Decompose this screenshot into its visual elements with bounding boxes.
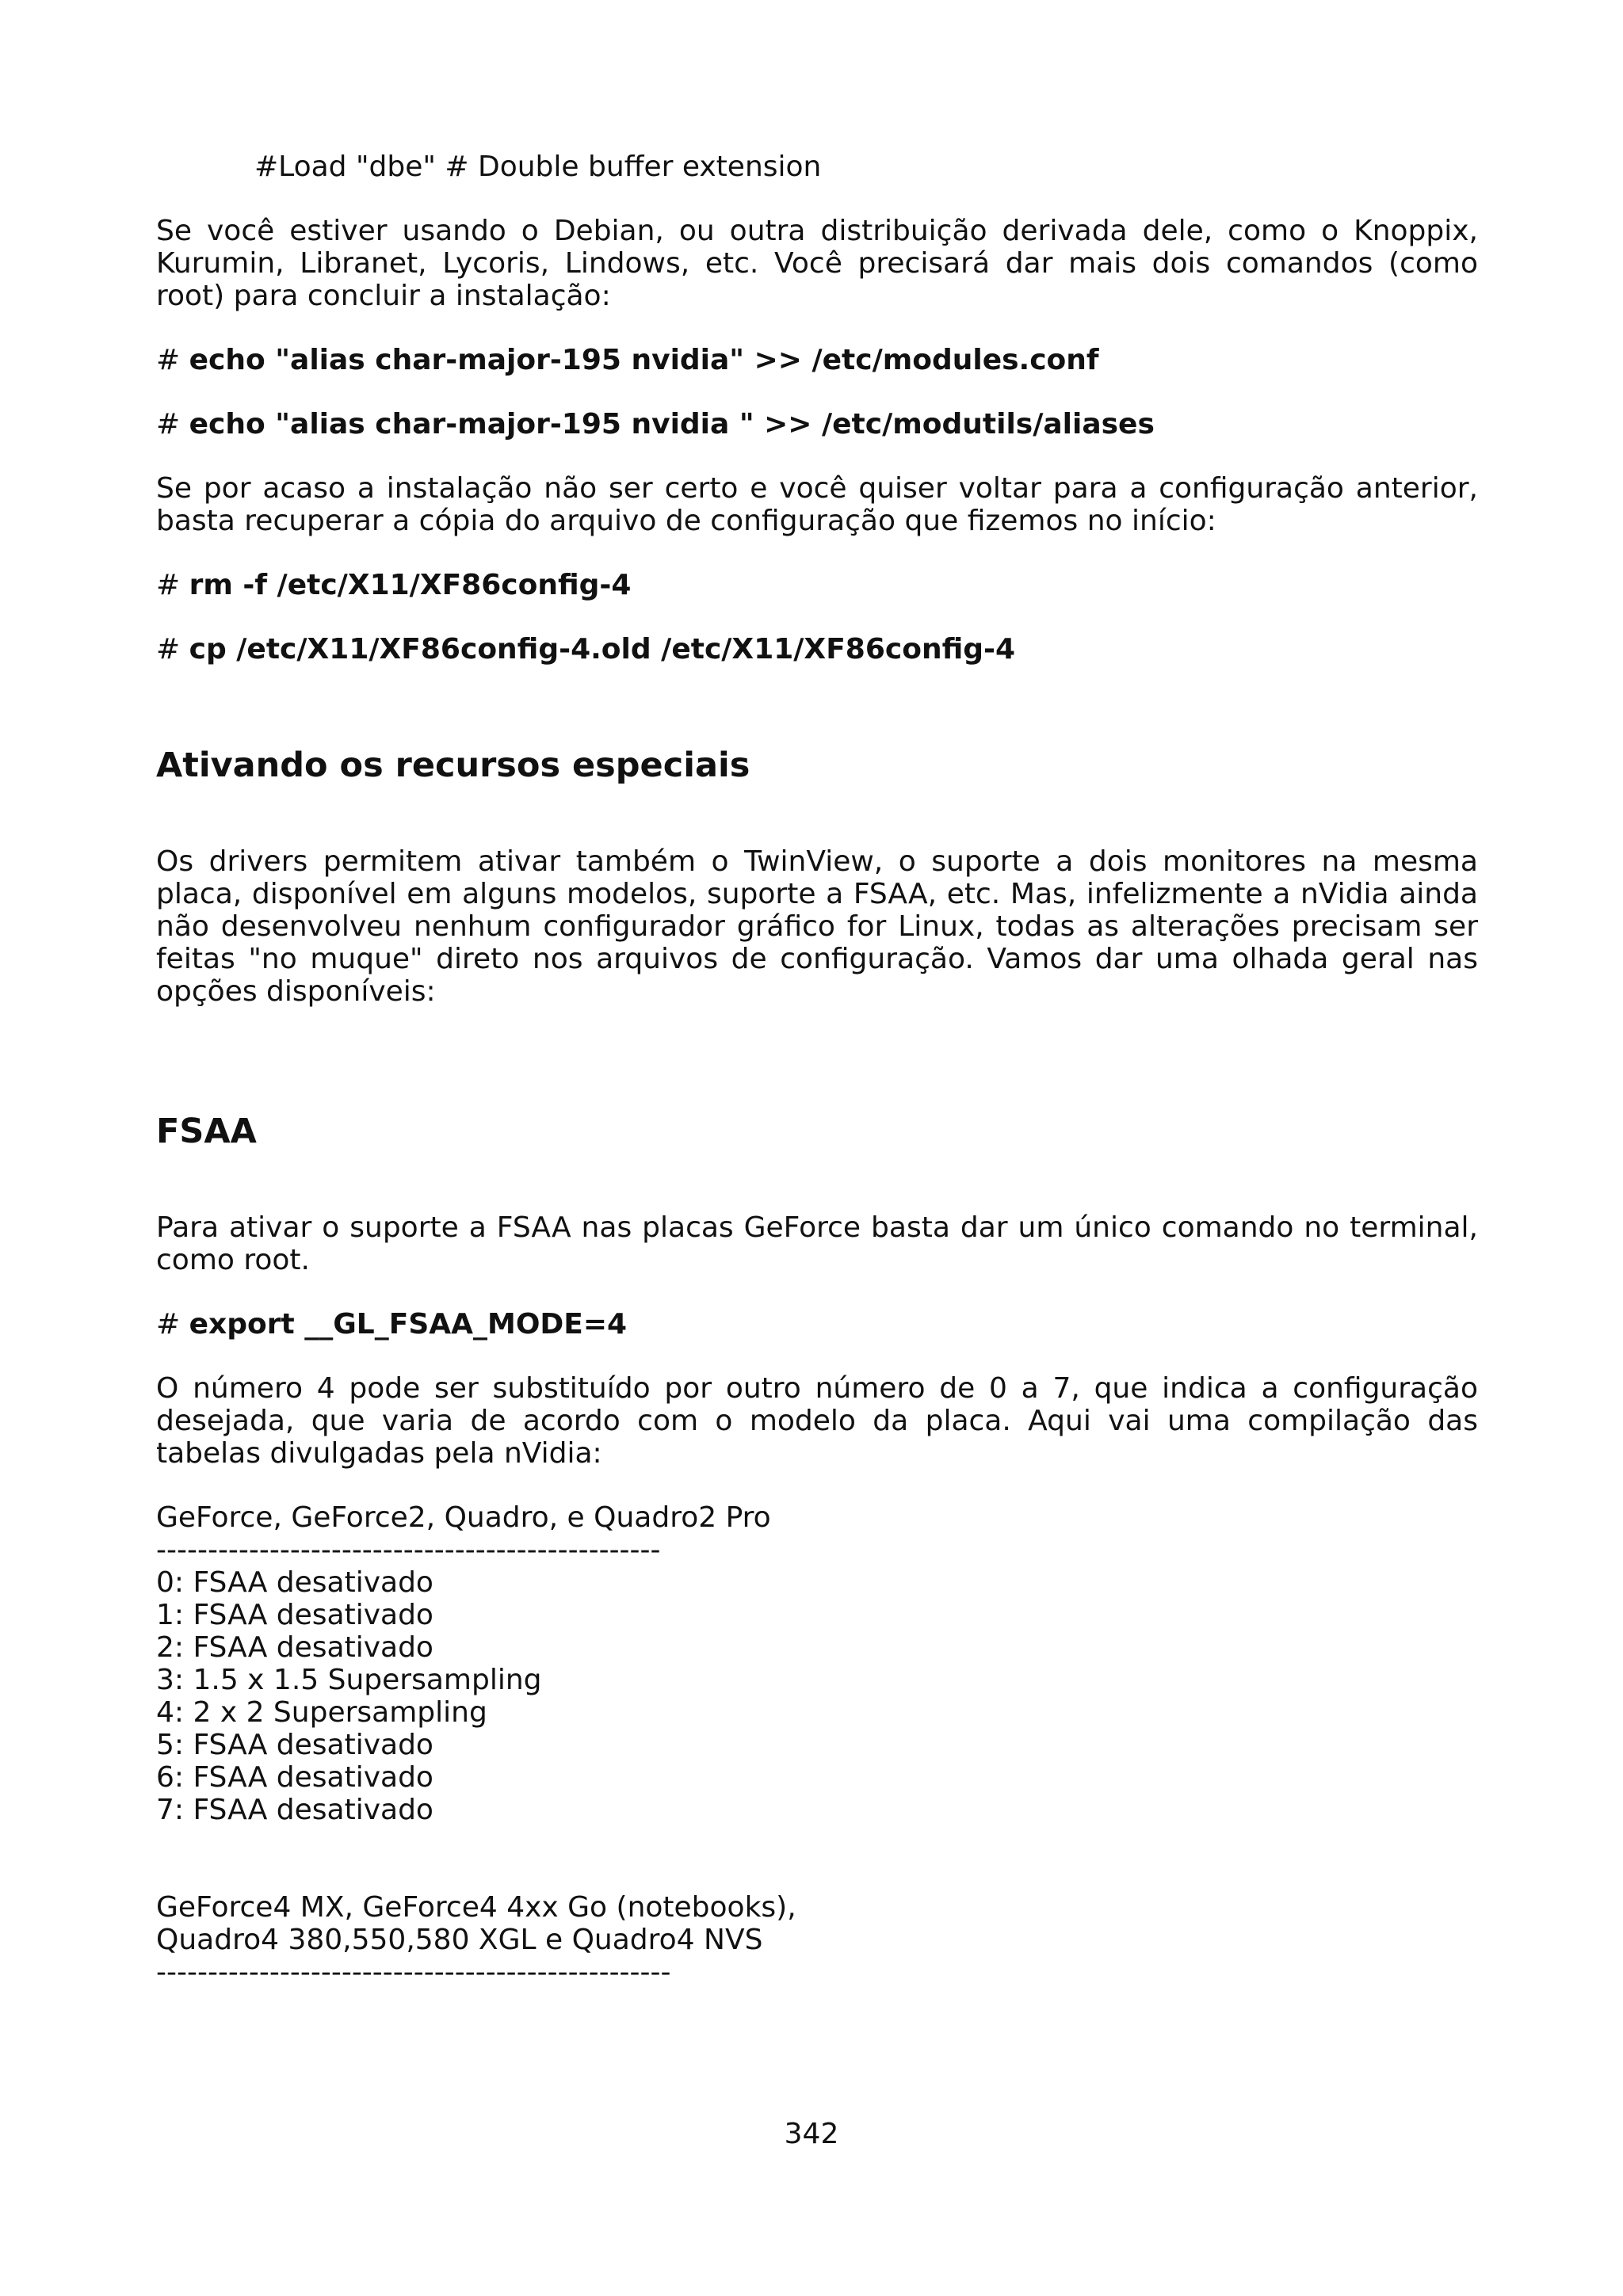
prompt-symbol: # (156, 633, 181, 666)
table-row: 5: FSAA desativado (156, 1729, 433, 1761)
command-text: rm -f /etc/X11/XF86config-4 (189, 569, 632, 601)
table-rule: -------------------------------------------------- (156, 1956, 671, 1989)
table-row: 1: FSAA desativado (156, 1599, 433, 1631)
table-rule: ------------------------------------------------- (156, 1534, 661, 1566)
table-row: 4: 2 x 2 Supersampling (156, 1696, 487, 1729)
fsaa-table-geforce4 (156, 1891, 1478, 1989)
paragraph-fsaa-modes: O número 4 pode ser substituído por outro número de 0 a 7, que indica a configuração desejada, que varia de acordo com o modelo da placa. Aqui vai uma compilação das tabelas divulgadas pela nVidia: (156, 1372, 1478, 1470)
command-line-2 (156, 408, 1478, 441)
prompt-symbol: # (156, 344, 181, 376)
command-text: cp /etc/X11/XF86config-4.old /etc/X11/XF86config-4 (189, 633, 1016, 666)
fsaa-table-geforce (156, 1501, 1478, 1826)
command-line-3 (156, 569, 1478, 601)
command-line-1 (156, 344, 1478, 376)
paragraph-fsaa-intro: Para ativar o suporte a FSAA nas placas GeForce basta dar um único comando no terminal, como root. (156, 1211, 1478, 1276)
command-text: echo "alias char-major-195 nvidia" >> /etc/modules.conf (189, 344, 1099, 376)
table-row: 0: FSAA desativado (156, 1566, 433, 1599)
page-number: 342 (784, 2118, 839, 2150)
table-row: 2: FSAA desativado (156, 1631, 433, 1664)
prompt-symbol: # (156, 1308, 181, 1341)
command-text: echo "alias char-major-195 nvidia " >> /etc/modutils/aliases (189, 408, 1155, 441)
section-heading-ativando: Ativando os recursos especiais (156, 746, 750, 785)
table-title: GeForce, GeForce2, Quadro, e Quadro2 Pro (156, 1501, 771, 1534)
document-page (156, 151, 1478, 1989)
section-heading-fsaa: FSAA (156, 1112, 257, 1151)
table-row: 7: FSAA desativado (156, 1794, 433, 1826)
prompt-symbol: # (156, 569, 181, 601)
command-line-4 (156, 633, 1478, 666)
paragraph-debian: Se você estiver usando o Debian, ou outra distribuição derivada dele, como o Knoppix, Kurumin, Libranet, Lycoris, Lindows, etc. Você precisará dar mais dois comandos (como root) para concluir a instalação: (156, 215, 1478, 312)
code-line-load-dbe: #Load "dbe" # Double buffer extension (254, 151, 822, 183)
table-title-line-1: GeForce4 MX, GeForce4 4xx Go (notebooks), (156, 1891, 796, 1924)
command-text: export __GL_FSAA_MODE=4 (189, 1308, 628, 1341)
table-row: 6: FSAA desativado (156, 1761, 433, 1794)
paragraph-restore: Se por acaso a instalação não ser certo e você quiser voltar para a configuração anterior, basta recuperar a cópia do arquivo de configuração que fizemos no início: (156, 472, 1478, 537)
prompt-symbol: # (156, 408, 181, 441)
paragraph-drivers: Os drivers permitem ativar também o TwinView, o suporte a dois monitores na mesma placa, disponível em alguns modelos, suporte a FSAA, etc. Mas, infelizmente a nVidia ainda não desenvolveu nenhum configurador gráfico for Linux, todas as alterações precisam ser feitas "no muque" direto nos arquivos de configuração. Vamos dar uma olhada geral nas opções disponíveis: (156, 845, 1478, 1008)
command-line-export (156, 1308, 1478, 1341)
table-rows (156, 1566, 1478, 1826)
table-title-line-2: Quadro4 380,550,580 XGL e Quadro4 NVS (156, 1924, 763, 1956)
table-row: 3: 1.5 x 1.5 Supersampling (156, 1664, 542, 1696)
